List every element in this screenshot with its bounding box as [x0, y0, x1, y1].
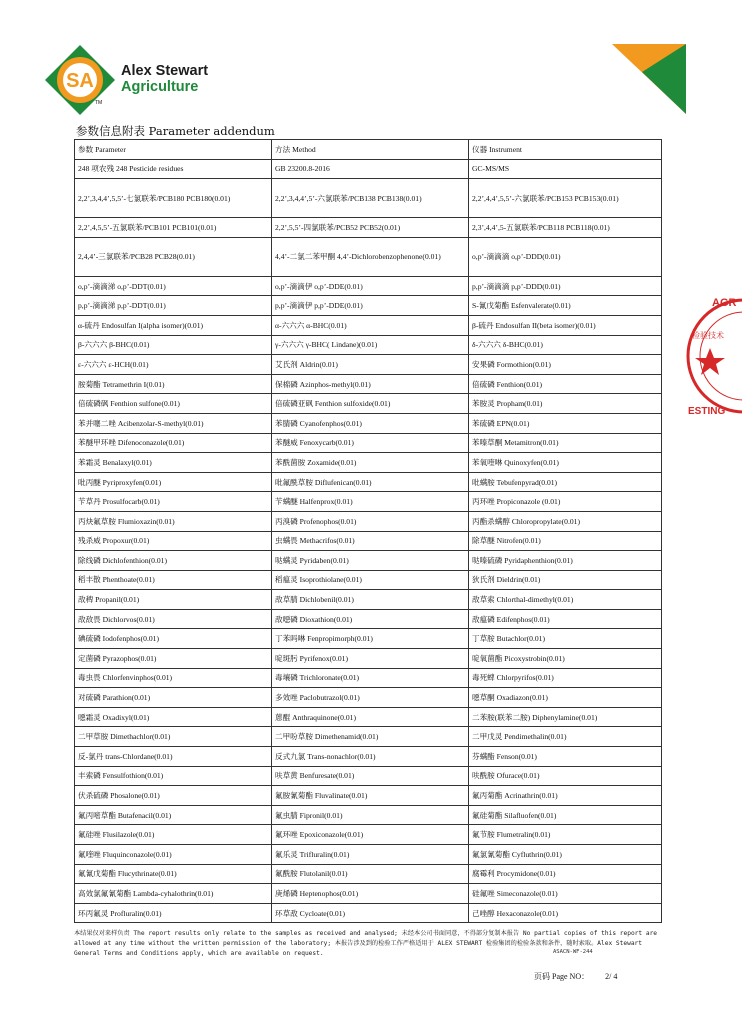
table-cell: α-六六六 α-BHC(0.01): [272, 315, 469, 335]
table-cell: 苯嗪草酮 Metamitron(0.01): [469, 433, 662, 453]
table-cell: 氟喹唑 Fluquinconazole(0.01): [75, 845, 272, 865]
table-cell: 苯胺灵 Propham(0.01): [469, 394, 662, 414]
table-cell: 环丙氟灵 Profluralin(0.01): [75, 903, 272, 923]
table-cell: p,p’-滴滴伊 p,p’-DDE(0.01): [272, 296, 469, 316]
table-cell: 苯硫磷 EPN(0.01): [469, 413, 662, 433]
column-header: 仪器 Instrument: [469, 140, 662, 160]
table-row: [75, 159, 662, 179]
table-cell: 丁草胺 Butachlor(0.01): [469, 629, 662, 649]
table-cell: 反-氯丹 trans-Chlordane(0.01): [75, 747, 272, 767]
table-cell: 二甲戊灵 Pendimethalin(0.01): [469, 727, 662, 747]
table-cell: 伏杀硫磷 Phosalone(0.01): [75, 786, 272, 806]
table-cell: 啶氧菌酯 Picoxystrobin(0.01): [469, 649, 662, 669]
table-row: [75, 315, 662, 335]
disclaimer-note: 本结果仅对来样负责 The report results only relate to the samples as received and analysed; 未经本公司书面同意，不得部分复制本报告 No partial copies of this report are allowed at any time without the written permission of the laboratory; 本报告涉及到的检验工作严格适用于 ALEX STEWART 检验集团的检验条款和条件，随时索取。Alex Stewart General Terms and Conditions apply, which are available on request.: [74, 930, 658, 957]
table-row: [75, 394, 662, 414]
table-cell: 除线磷 Dichlofenthion(0.01): [75, 551, 272, 571]
table-row: [75, 179, 662, 218]
table-cell: o,p’-滴滴伊 o,p’-DDE(0.01): [272, 276, 469, 296]
table-row: [75, 747, 662, 767]
stamp-text-side: 检验技术: [692, 331, 724, 340]
table-cell: 氟氯氰菊酯 Cyfluthrin(0.01): [469, 845, 662, 865]
table-row: [75, 237, 662, 276]
table-row: [75, 472, 662, 492]
table-row: [75, 845, 662, 865]
table-cell: 敌噁磷 Dioxathion(0.01): [272, 609, 469, 629]
table-cell: 氟氰戊菊酯 Flucythrinate(0.01): [75, 864, 272, 884]
table-cell: 敌瘟磷 Edifenphos(0.01): [469, 609, 662, 629]
table-cell: 氟硅唑 Flusilazole(0.01): [75, 825, 272, 845]
table-row: [75, 884, 662, 904]
table-cell: 苯霜灵 Benalaxyl(0.01): [75, 453, 272, 473]
table-cell: 高效氯氟氰菊酯 Lambda-cyhalothrin(0.01): [75, 884, 272, 904]
table-cell: 氟环唑 Epoxiconazole(0.01): [272, 825, 469, 845]
table-row: [75, 374, 662, 394]
table-cell: o,p’-滴滴滴 o,p’-DDD(0.01): [469, 237, 662, 276]
table-cell: 2,2’,4,5,5’-五氯联苯/PCB101 PCB101(0.01): [75, 218, 272, 238]
table-row: [75, 276, 662, 296]
trademark-mark: TM: [95, 100, 103, 106]
table-cell: 吡丙醚 Pyriproxyfen(0.01): [75, 472, 272, 492]
table-row: [75, 609, 662, 629]
table-cell: 碘硫磷 Iodofenphos(0.01): [75, 629, 272, 649]
table-cell: 吡螨胺 Tebufenpyrad(0.01): [469, 472, 662, 492]
table-cell: 反式九氯 Trans-nonachlor(0.01): [272, 747, 469, 767]
table-row: [75, 766, 662, 786]
table-cell: 氟胺氰菊酯 Fluvalinate(0.01): [272, 786, 469, 806]
corner-triangle-icon: [612, 44, 686, 114]
table-row: [75, 786, 662, 806]
table-cell: 丙环唑 Propiconazole (0.01): [469, 492, 662, 512]
table-cell: 啶斑肟 Pyrifenox(0.01): [272, 649, 469, 669]
page-number-value: 2/ 4: [605, 972, 618, 981]
parameter-table: [74, 139, 662, 923]
table-cell: S-氰戊菊酯 Esfenvalerate(0.01): [469, 296, 662, 316]
stamp-text-bottom: ESTING: [688, 406, 726, 417]
table-cell: 2,3’,4,4’,5-五氯联苯/PCB118 PCB118(0.01): [469, 218, 662, 238]
table-cell: p,p’-滴滴涕 p,p’-DDT(0.01): [75, 296, 272, 316]
table-cell: 环草敌 Cycloate(0.01): [272, 903, 469, 923]
table-row: [75, 825, 662, 845]
table-cell: 残杀威 Propoxur(0.01): [75, 531, 272, 551]
table-cell: 2,2’,4,4’,5,5’-六氯联苯/PCB153 PCB153(0.01): [469, 179, 662, 218]
table-cell: δ-六六六 δ-BHC(0.01): [469, 335, 662, 355]
table-cell: 哒嗪硫磷 Pyridaphenthion(0.01): [469, 551, 662, 571]
table-row: [75, 629, 662, 649]
table-cell: 丰索磷 Fensulfothion(0.01): [75, 766, 272, 786]
table-cell: p,p’-滴滴滴 p,p’-DDD(0.01): [469, 276, 662, 296]
table-row: [75, 335, 662, 355]
table-row: [75, 590, 662, 610]
table-cell: 定菌磷 Pyrazophos(0.01): [75, 649, 272, 669]
table-cell: 二甲吩草胺 Dimethenamid(0.01): [272, 727, 469, 747]
table-row: [75, 551, 662, 571]
table-row: [75, 355, 662, 375]
table-row: [75, 453, 662, 473]
table-row: [75, 649, 662, 669]
table-cell: 丙酯杀螨醇 Chloropropylate(0.01): [469, 511, 662, 531]
table-cell: 胺菊酯 Tetramethrin I(0.01): [75, 374, 272, 394]
table-cell: 虫螨畏 Methacrifos(0.01): [272, 531, 469, 551]
table-cell: 毒壤磷 Trichloronate(0.01): [272, 668, 469, 688]
table-cell: 氟丙菊酯 Acrinathrin(0.01): [469, 786, 662, 806]
stamp-text-top: AGR: [712, 297, 737, 309]
table-cell: 苯酰菌胺 Zoxamide(0.01): [272, 453, 469, 473]
table-cell: 敌敌畏 Dichlorvos(0.01): [75, 609, 272, 629]
table-cell: 己唑醇 Hexaconazole(0.01): [469, 903, 662, 923]
red-seal-stamp-icon: [682, 286, 742, 426]
table-cell: 2,4,4’-三氯联苯/PCB28 PCB28(0.01): [75, 237, 272, 276]
table-cell: o,p’-滴滴涕 o,p’-DDT(0.01): [75, 276, 272, 296]
table-cell: 蒽醌 Anthraquinone(0.01): [272, 707, 469, 727]
table-cell: 硅氟唑 Simeconazole(0.01): [469, 884, 662, 904]
table-cell: β-硫丹 Endosulfan II(beta isomer)(0.01): [469, 315, 662, 335]
document-code: ASACN-WF-244: [553, 949, 593, 955]
table-cell: β-六六六 β-BHC(0.01): [75, 335, 272, 355]
table-cell: 毒死蜱 Chlorpyrifos(0.01): [469, 668, 662, 688]
table-cell: GB 23200.8-2016: [272, 159, 469, 179]
table-cell: 噁霜灵 Oxadixyl(0.01): [75, 707, 272, 727]
table-cell: 噁草酮 Oxadiazon(0.01): [469, 688, 662, 708]
table-cell: 稻丰散 Phenthoate(0.01): [75, 570, 272, 590]
table-cell: 苯氧喹啉 Quinoxyfen(0.01): [469, 453, 662, 473]
table-cell: 氟节胺 Flumetralin(0.01): [469, 825, 662, 845]
column-header: 方法 Method: [272, 140, 469, 160]
table-cell: 芬螨酯 Fenson(0.01): [469, 747, 662, 767]
table-row: [75, 688, 662, 708]
table-row: [75, 903, 662, 923]
table-header-row: [75, 140, 662, 160]
table-cell: 苯腈磷 Cyanofenphos(0.01): [272, 413, 469, 433]
table-cell: γ-六六六 γ-BHC( Lindane)(0.01): [272, 335, 469, 355]
page-number: [534, 971, 617, 982]
table-cell: 敌草索 Chlorthal-dimethyl(0.01): [469, 590, 662, 610]
table-row: [75, 570, 662, 590]
table-row: [75, 492, 662, 512]
company-name: [121, 63, 208, 95]
table-cell: ε-六六六 ε-HCH(0.01): [75, 355, 272, 375]
table-cell: 倍硫磷亚砜 Fenthion sulfoxide(0.01): [272, 394, 469, 414]
company-name-line1: Alex Stewart: [121, 63, 209, 79]
table-row: [75, 727, 662, 747]
table-cell: 4,4’-二氯二苯甲酮 4,4’-Dichlorobenzophenone(0.01): [272, 237, 469, 276]
table-cell: 哒螨灵 Pyridaben(0.01): [272, 551, 469, 571]
table-cell: 248 项农残 248 Pesticide residues: [75, 159, 272, 179]
table-cell: 庚烯磷 Heptenophos(0.01): [272, 884, 469, 904]
table-cell: 倍硫磷砜 Fenthion sulfone(0.01): [75, 394, 272, 414]
table-cell: 敌稗 Propanil(0.01): [75, 590, 272, 610]
table-cell: 2,2’,3,4,4’,5,5’-七氯联苯/PCB180 PCB180(0.01): [75, 179, 272, 218]
table-cell: 二苯胺(联苯二胺) Diphenylamine(0.01): [469, 707, 662, 727]
company-name-line2: Agriculture: [121, 79, 199, 95]
table-row: [75, 707, 662, 727]
table-cell: 腐霉利 Procymidone(0.01): [469, 864, 662, 884]
table-cell: 呋草黄 Benfuresate(0.01): [272, 766, 469, 786]
table-row: [75, 531, 662, 551]
table-row: [75, 413, 662, 433]
table-cell: 2,2’,3,4,4’,5’-六氯联苯/PCB138 PCB138(0.01): [272, 179, 469, 218]
table-cell: 丙炔氟草胺 Flumioxazin(0.01): [75, 511, 272, 531]
table-cell: 苯醚甲环唑 Difenoconazole(0.01): [75, 433, 272, 453]
table-row: [75, 218, 662, 238]
table-cell: 除草醚 Nitrofen(0.01): [469, 531, 662, 551]
table-cell: 艾氏剂 Aldrin(0.01): [272, 355, 469, 375]
table-cell: 倍硫磷 Fenthion(0.01): [469, 374, 662, 394]
table-cell: 二甲草胺 Dimethachlor(0.01): [75, 727, 272, 747]
table-cell: α-硫丹 Endosulfan I(alpha isomer)(0.01): [75, 315, 272, 335]
table-cell: 氟酰胺 Flutolanil(0.01): [272, 864, 469, 884]
table-cell: 狄氏剂 Dieldrin(0.01): [469, 570, 662, 590]
table-cell: 保棉磷 Azinphos-methyl(0.01): [272, 374, 469, 394]
table-cell: 敌草腈 Dichlobenil(0.01): [272, 590, 469, 610]
table-row: [75, 805, 662, 825]
column-header: 参数 Parameter: [75, 140, 272, 160]
table-cell: 丙溴磷 Profenophos(0.01): [272, 511, 469, 531]
table-cell: 氟硅菊酯 Silafluofen(0.01): [469, 805, 662, 825]
table-cell: 对硫磷 Parathion(0.01): [75, 688, 272, 708]
table-cell: 氟虫腈 Fipronil(0.01): [272, 805, 469, 825]
table-cell: 苄草丹 Prosulfocarb(0.01): [75, 492, 272, 512]
page-number-label: 页码 Page NO：: [534, 972, 590, 981]
table-cell: 氟乐灵 Trifluralin(0.01): [272, 845, 469, 865]
document-title: 参数信息附表 Parameter addendum: [76, 124, 275, 138]
table-row: [75, 668, 662, 688]
table-cell: 苯并噻二唑 Acibenzolar-S-methyl(0.01): [75, 413, 272, 433]
table-body: [75, 159, 662, 923]
svg-text:SA: SA: [66, 70, 94, 92]
table-cell: 毒虫畏 Chlorfenvinphos(0.01): [75, 668, 272, 688]
table-cell: 呋酰胺 Ofurace(0.01): [469, 766, 662, 786]
table-cell: 多效唑 Paclobutrazol(0.01): [272, 688, 469, 708]
table-cell: 吡氟酰草胺 Diflufenican(0.01): [272, 472, 469, 492]
table-cell: 丁苯吗啉 Fenpropimorph(0.01): [272, 629, 469, 649]
table-row: [75, 864, 662, 884]
alex-stewart-logo: [44, 44, 116, 116]
table-cell: 氟丙嘧草酯 Butafenacil(0.01): [75, 805, 272, 825]
table-row: [75, 433, 662, 453]
table-cell: 安果磷 Formothion(0.01): [469, 355, 662, 375]
table-cell: GC-MS/MS: [469, 159, 662, 179]
table-cell: 苄螨醚 Halfenprox(0.01): [272, 492, 469, 512]
table-row: [75, 511, 662, 531]
table-row: [75, 296, 662, 316]
table-cell: 稻瘟灵 Isoprothiolane(0.01): [272, 570, 469, 590]
table-cell: 苯醚威 Fenoxycarb(0.01): [272, 433, 469, 453]
table-cell: 2,2’,5,5’-四氯联苯/PCB52 PCB52(0.01): [272, 218, 469, 238]
